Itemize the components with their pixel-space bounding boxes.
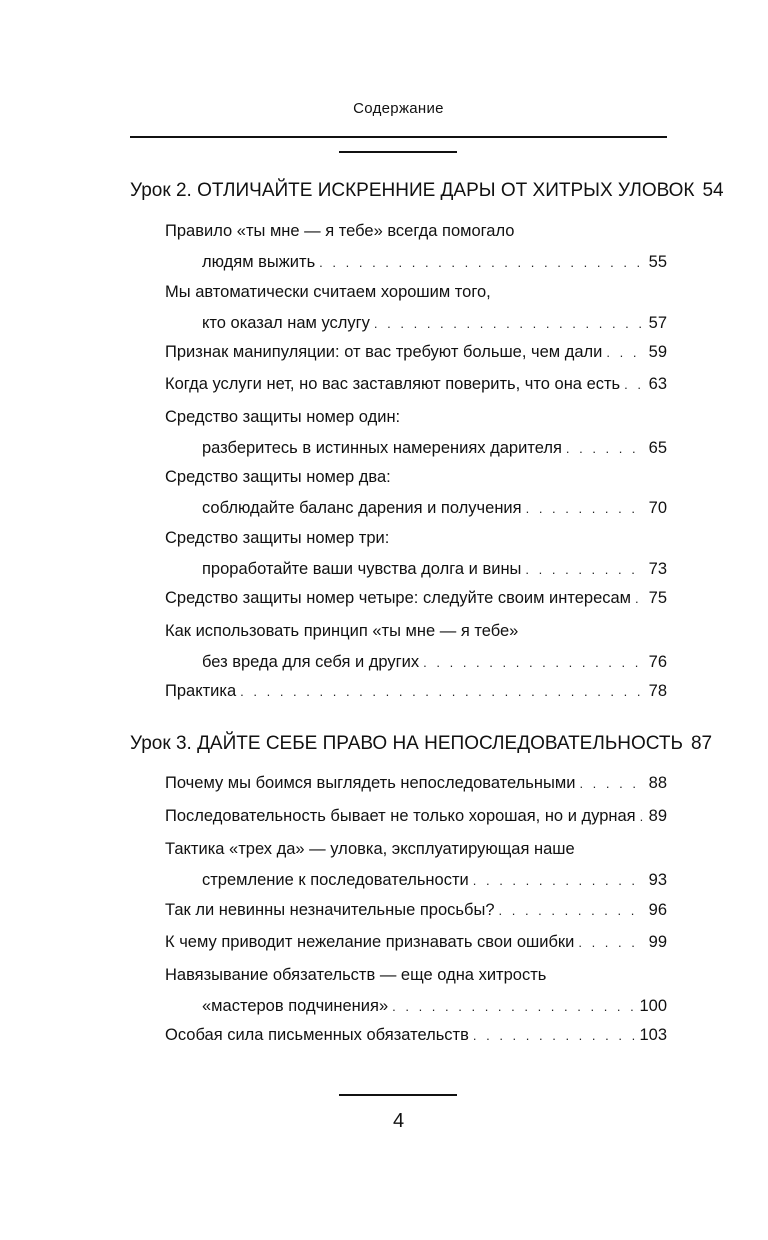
entry-title-line2: стремление к последовательности xyxy=(202,871,469,889)
entry-page: 75 xyxy=(648,589,667,607)
toc-entry xyxy=(165,402,667,464)
entry-line xyxy=(165,927,667,958)
entry-line xyxy=(165,523,667,554)
toc-entry xyxy=(165,277,667,339)
entry-title-line1: Навязывание обязательств — еще одна хитрость xyxy=(165,966,547,984)
running-head: Содержание xyxy=(353,100,444,117)
entry-page: 96 xyxy=(648,901,667,919)
entry-page: 59 xyxy=(648,343,667,361)
leader-dots xyxy=(473,1020,636,1051)
entry-page: 99 xyxy=(648,933,667,951)
toc-entry xyxy=(165,676,667,707)
entry-line xyxy=(165,216,667,247)
entry-line xyxy=(165,247,667,278)
entry-title-line1: Средство защиты номер два: xyxy=(165,468,391,486)
entry-title: К чему приводит нежелание признавать свои ошибки xyxy=(165,933,575,951)
toc-entry xyxy=(165,583,667,614)
entry-line xyxy=(165,676,667,707)
entry-title-line2: кто оказал нам услугу xyxy=(202,314,370,332)
leader-dots xyxy=(392,991,635,1022)
leader-dots xyxy=(319,247,644,278)
entry-title-line2: соблюдайте баланс дарения и получения xyxy=(202,499,522,517)
book-page xyxy=(130,0,724,1240)
toc-entry xyxy=(165,834,667,896)
entry-page: 57 xyxy=(648,314,667,332)
entry-title: Признак манипуляции: от вас требуют больше, чем дали xyxy=(165,343,603,361)
entry-title-line2: людям выжить xyxy=(202,253,316,271)
lesson-heading xyxy=(130,733,713,763)
entry-line xyxy=(165,768,667,799)
entry-line xyxy=(165,369,667,400)
entry-page: 73 xyxy=(648,560,667,578)
leader-dots xyxy=(624,369,644,400)
entry-line xyxy=(165,402,667,433)
entry-line xyxy=(165,554,667,585)
entry-page: 76 xyxy=(648,653,667,671)
entry-page: 88 xyxy=(648,774,667,792)
leader-dots xyxy=(473,865,645,896)
entry-title: Средство защиты номер четыре: следуйте своим интересам xyxy=(165,589,632,607)
toc-entry xyxy=(165,1020,667,1051)
entry-line xyxy=(165,493,667,524)
toc-entry xyxy=(165,895,667,926)
entry-line xyxy=(165,865,667,896)
leader-dots xyxy=(606,337,644,368)
leader-dots xyxy=(578,927,644,958)
entry-page: 78 xyxy=(648,682,667,700)
lesson-title: Урок 2. ОТЛИЧАЙТЕ ИСКРЕННИЕ ДАРЫ ОТ ХИТРЫХ УЛОВОК xyxy=(130,180,695,201)
header-short-rule xyxy=(339,151,457,153)
leader-dots xyxy=(635,583,645,614)
leader-dots xyxy=(423,647,644,678)
entry-title: Особая сила письменных обязательств xyxy=(165,1026,469,1044)
toc-entry xyxy=(165,462,667,524)
entry-title-line1: Мы автоматически считаем хорошим того, xyxy=(165,283,491,301)
entry-line xyxy=(165,647,667,678)
entry-title-line2: «мастеров подчинения» xyxy=(202,997,389,1015)
toc-entry xyxy=(165,216,667,278)
entry-line xyxy=(165,462,667,493)
entry-title-line1: Средство защиты номер один: xyxy=(165,408,401,426)
leader-dots xyxy=(640,801,645,832)
entry-page: 89 xyxy=(648,807,667,825)
entry-line xyxy=(165,895,667,926)
toc-entry xyxy=(165,768,667,799)
leader-dots xyxy=(579,768,644,799)
entry-title-line1: Тактика «трех да» — уловка, эксплуатирующая наше xyxy=(165,840,575,858)
leader-dots xyxy=(240,676,644,707)
page-number: 4 xyxy=(392,1110,405,1132)
leader-dots xyxy=(526,493,645,524)
toc-entry xyxy=(165,960,667,1022)
leader-dots xyxy=(566,433,645,464)
entry-title: Практика xyxy=(165,682,237,700)
entry-line xyxy=(165,308,667,339)
toc-entry xyxy=(165,369,667,400)
entry-title-line2: разберитесь в истинных намерениях дарителя xyxy=(202,439,562,457)
entry-title: Так ли невинны незначительные просьбы? xyxy=(165,901,495,919)
lesson-page: 54 xyxy=(702,180,724,201)
entry-page: 55 xyxy=(648,253,667,271)
entry-page: 93 xyxy=(648,871,667,889)
entry-title-line1: Средство защиты номер три: xyxy=(165,529,390,547)
entry-line xyxy=(165,1020,667,1051)
entry-line xyxy=(165,433,667,464)
entry-title: Последовательность бывает не только хорошая, но и дурная xyxy=(165,807,636,825)
entry-line xyxy=(165,337,667,368)
toc-entry xyxy=(165,616,667,678)
top-rule xyxy=(130,136,667,138)
toc-entry xyxy=(165,927,667,958)
entry-line xyxy=(165,960,667,991)
footer-short-rule xyxy=(339,1094,457,1096)
entry-line xyxy=(165,801,667,832)
entry-page: 70 xyxy=(648,499,667,517)
entry-title-line2: проработайте ваши чувства долга и вины xyxy=(202,560,522,578)
entry-title: Почему мы боимся выглядеть непоследовательными xyxy=(165,774,576,792)
entry-page: 65 xyxy=(648,439,667,457)
lesson-page: 87 xyxy=(690,733,713,754)
entry-line xyxy=(165,991,667,1022)
lesson-title: Урок 3. ДАЙТЕ СЕБЕ ПРАВО НА НЕПОСЛЕДОВАТЕЛЬНОСТЬ xyxy=(130,733,683,754)
entry-line xyxy=(165,834,667,865)
entry-page: 100 xyxy=(639,997,667,1015)
entry-title-line1: Как использовать принцип «ты мне — я тебе» xyxy=(165,622,519,640)
entry-line xyxy=(165,616,667,647)
leader-dots xyxy=(525,554,644,585)
toc-entry xyxy=(165,337,667,368)
leader-dots xyxy=(374,308,645,339)
leader-dots xyxy=(499,895,645,926)
toc-entry xyxy=(165,523,667,585)
entry-page: 103 xyxy=(639,1026,667,1044)
lesson-heading xyxy=(130,180,724,210)
entry-page: 63 xyxy=(648,375,667,393)
entry-line xyxy=(165,583,667,614)
entry-title: Когда услуги нет, но вас заставляют поверить, что она есть xyxy=(165,375,621,393)
toc-entry xyxy=(165,801,667,832)
entry-title-line2: без вреда для себя и других xyxy=(202,653,420,671)
entry-line xyxy=(165,277,667,308)
entry-title-line1: Правило «ты мне — я тебе» всегда помогало xyxy=(165,222,515,240)
